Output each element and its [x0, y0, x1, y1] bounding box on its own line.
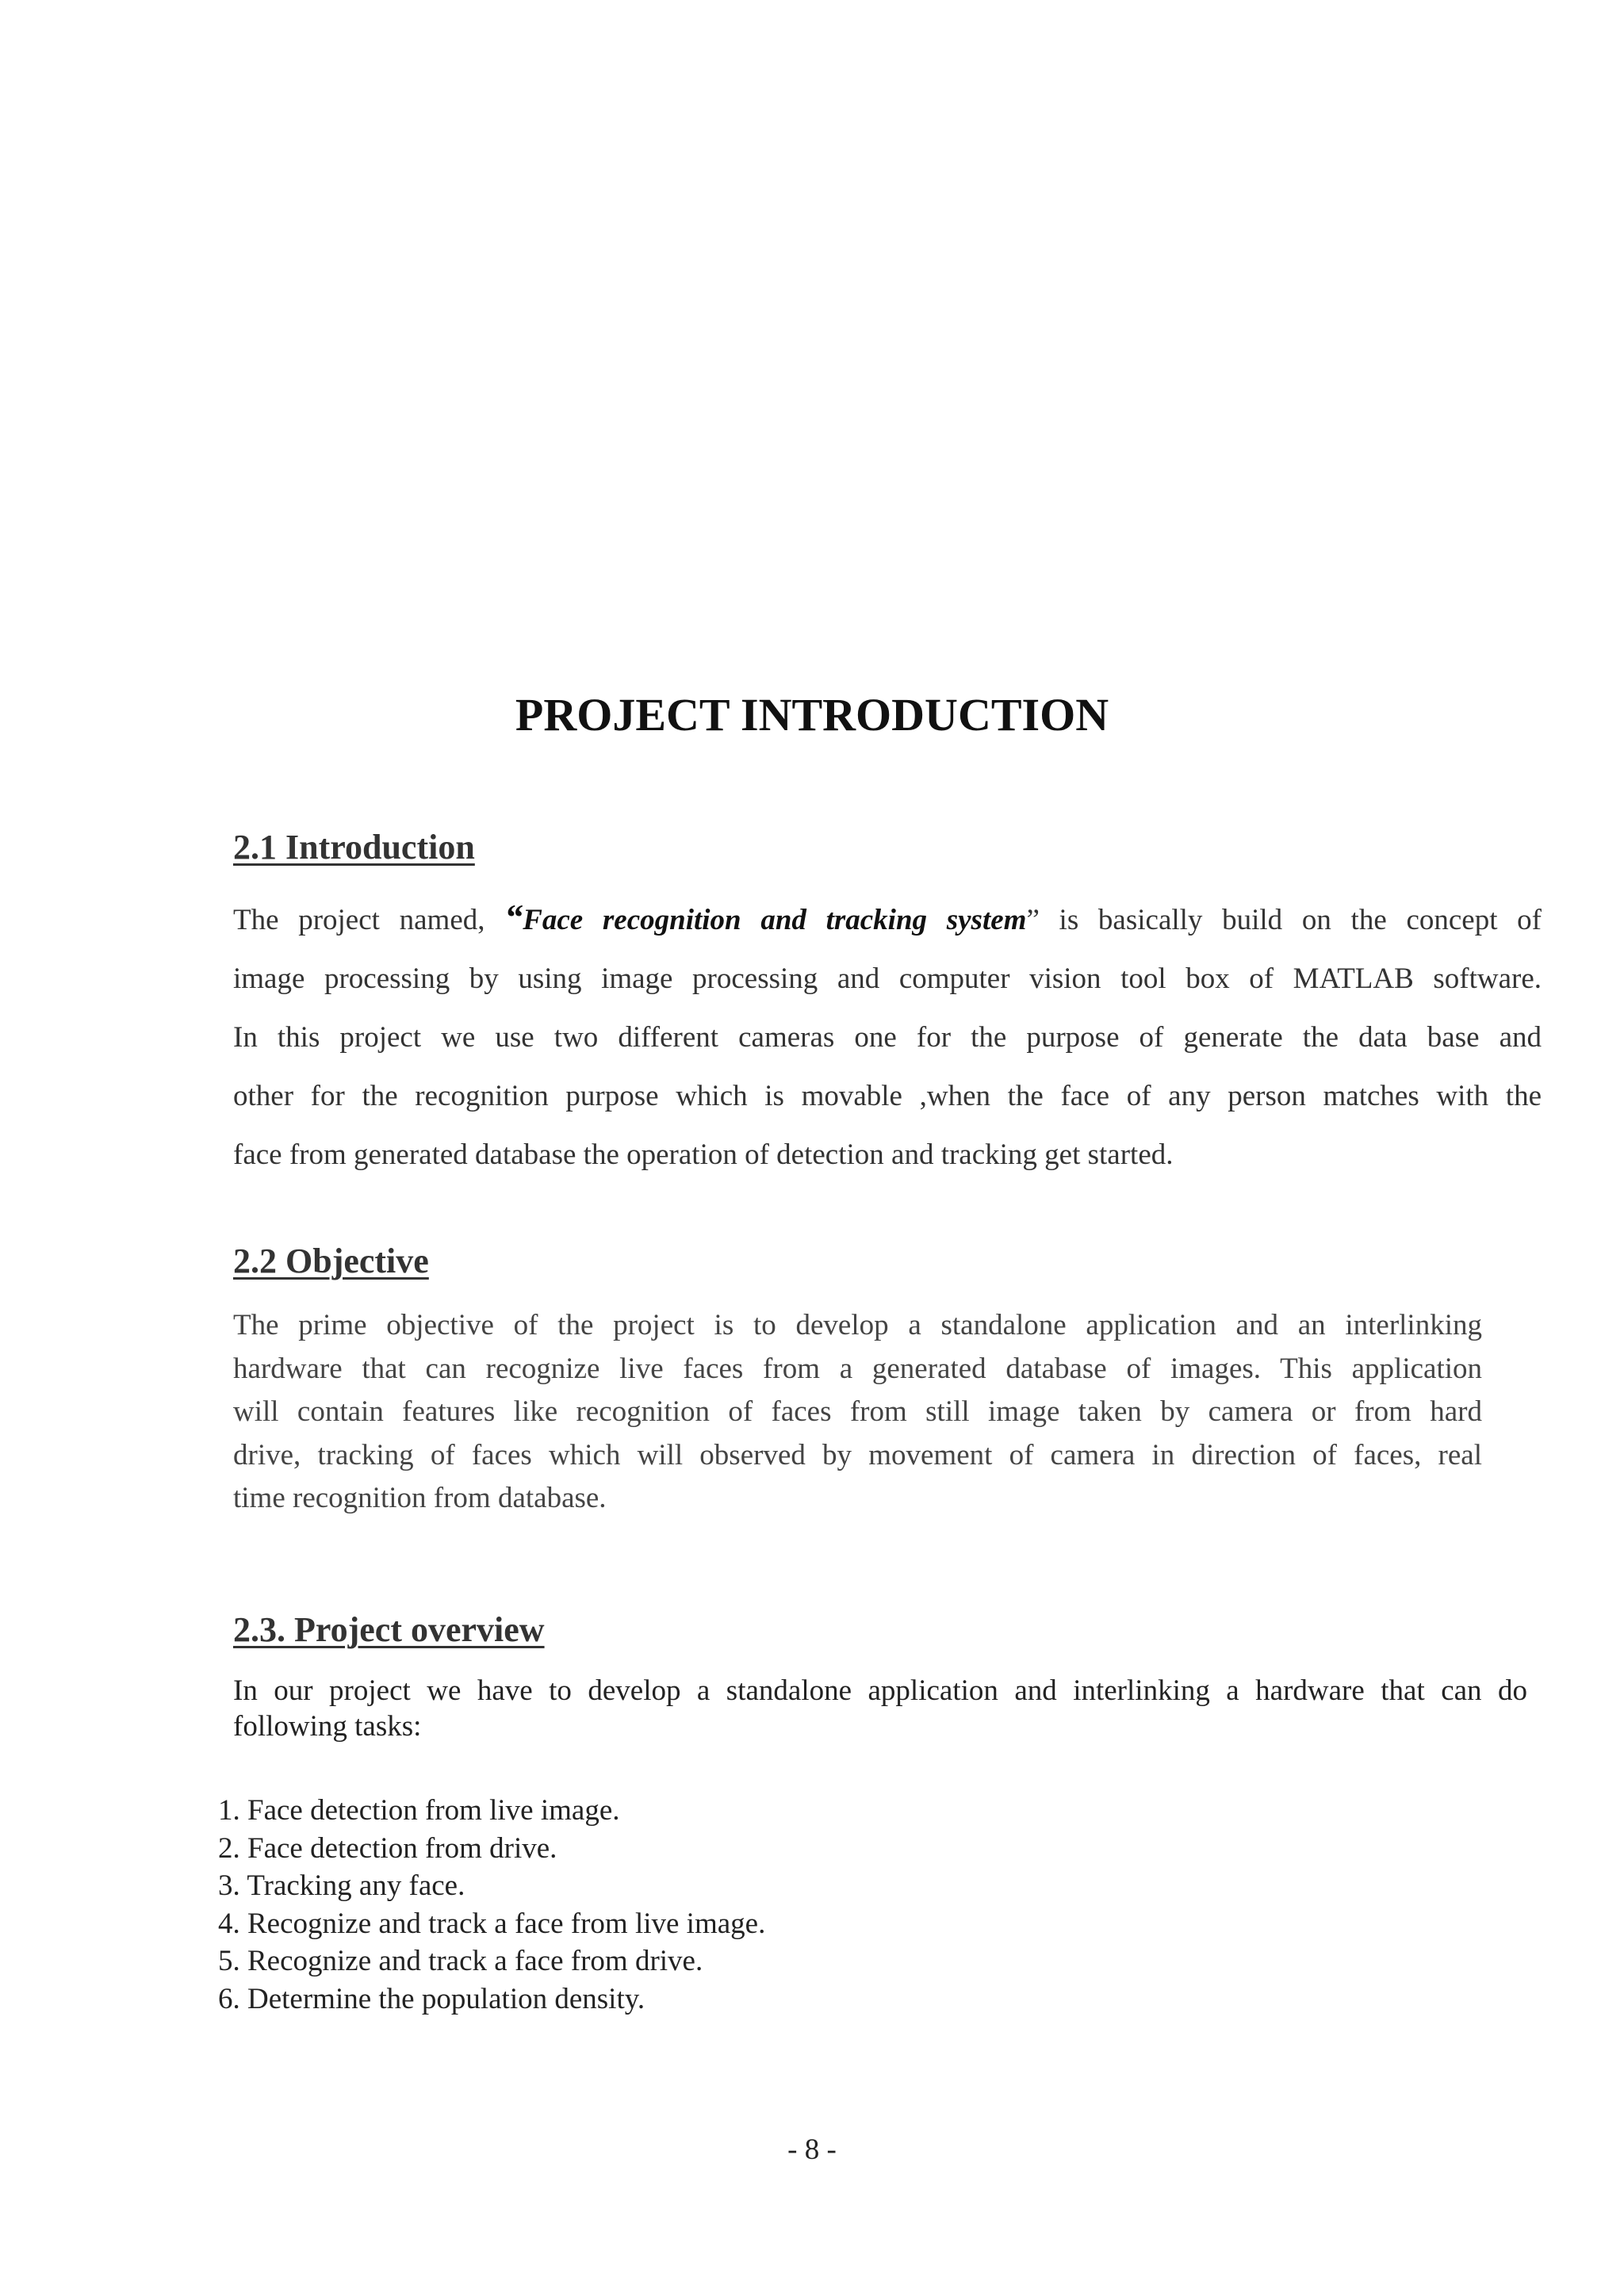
- close-quote: ”: [1026, 904, 1040, 936]
- overview-paragraph: [233, 1673, 1527, 1744]
- task-list-item: 6. Determine the population density.: [218, 1982, 645, 2015]
- objective-line: The prime objective of the project is to develop a standalone application and an interlinking: [233, 1309, 1482, 1341]
- objective-paragraph: [233, 1304, 1482, 1521]
- task-list-item: 4. Recognize and track a face from live image.: [218, 1907, 766, 1940]
- section-heading-objective: 2.2 Objective: [233, 1242, 429, 1280]
- objective-line: drive, tracking of faces which will observed by movement of camera in direction of faces, real: [233, 1438, 1482, 1471]
- task-list-item: 3. Tracking any face.: [218, 1869, 465, 1902]
- section-heading-introduction: 2.1 Introduction: [233, 828, 475, 867]
- introduction-line-lead: The project named,: [233, 904, 505, 936]
- open-quote: “: [504, 897, 523, 937]
- task-list-item: 2. Face detection from drive.: [218, 1831, 557, 1865]
- overview-line: In our project we have to develop a standalone application and interlinking a hardware that can do: [233, 1674, 1527, 1707]
- introduction-line-tail: is basically build on the concept of: [1039, 904, 1542, 936]
- page-number: - 8 -: [787, 2133, 837, 2166]
- objective-line: hardware that can recognize live faces from a generated database of images. This application: [233, 1352, 1482, 1385]
- introduction-line: face from generated database the operation of detection and tracking get started.: [233, 1138, 1174, 1171]
- project-name: Face recognition and tracking system: [523, 904, 1027, 936]
- task-list: [218, 1792, 765, 2018]
- introduction-paragraph: [233, 888, 1542, 1184]
- page-title: PROJECT INTRODUCTION: [515, 689, 1109, 740]
- objective-line: time recognition from database.: [233, 1482, 607, 1514]
- section-heading-overview: 2.3. Project overview: [233, 1610, 545, 1649]
- introduction-line: [233, 888, 1542, 950]
- task-list-item: 1. Face detection from live image.: [218, 1794, 620, 1827]
- objective-line: will contain features like recognition of faces from still image taken by camera or from hard: [233, 1395, 1482, 1428]
- task-list-item: 5. Recognize and track a face from drive.: [218, 1945, 703, 1977]
- introduction-line: In this project we use two different cameras one for the purpose of generate the data base and: [233, 1021, 1542, 1054]
- introduction-line: other for the recognition purpose which is movable ,when the face of any person matches with the: [233, 1080, 1542, 1112]
- overview-line: following tasks:: [233, 1710, 422, 1743]
- introduction-line: image processing by using image processing and computer vision tool box of MATLAB software.: [233, 962, 1542, 995]
